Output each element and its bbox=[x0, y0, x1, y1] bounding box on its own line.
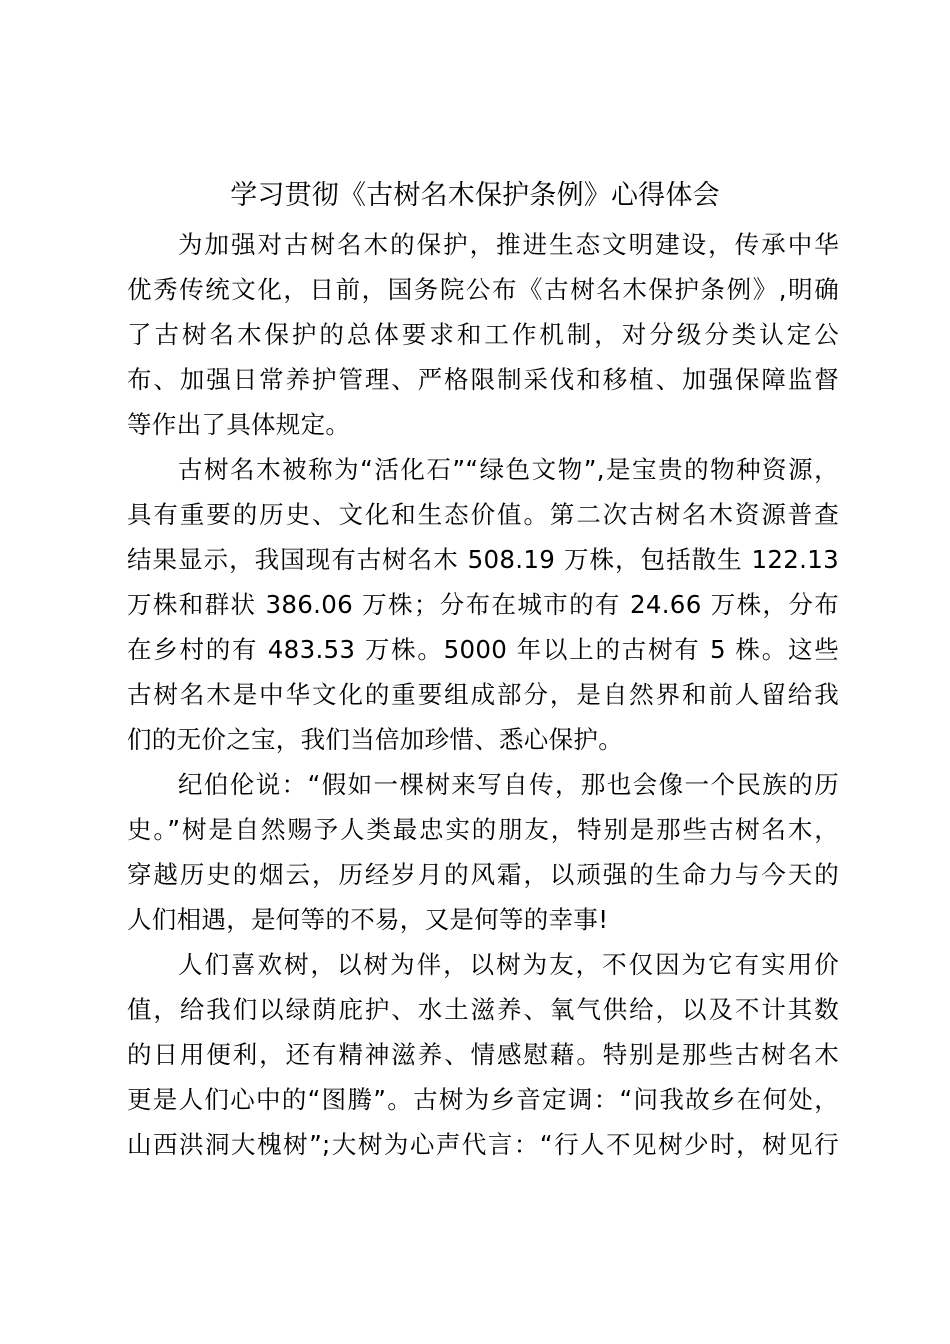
paragraph-line: 优秀传统文化，日前，国务院公布《古树名木保护条例》,明确 bbox=[127, 275, 839, 304]
paragraph-line: 为加强对古树名木的保护，推进生态文明建设，传承中华 bbox=[178, 230, 839, 259]
document-title: 学习贯彻《古树名木保护条例》心得体会 bbox=[230, 180, 720, 211]
paragraph-line: 万株和群状 386.06 万株；分布在城市的有 24.66 万株，分布 bbox=[127, 590, 839, 619]
paragraph-3 bbox=[127, 762, 839, 942]
paragraph-line: 结果显示，我国现有古树名木 508.19 万株，包括散生 122.13 bbox=[127, 545, 839, 574]
paragraph-line: 人们相遇，是何等的不易，又是何等的幸事! bbox=[127, 905, 609, 934]
paragraph-line: 更是人们心中的“图腾”。古树为乡音定调：“问我故乡在何处， bbox=[127, 1085, 839, 1114]
paragraph-line: 古树名木是中华文化的重要组成部分，是自然界和前人留给我 bbox=[127, 680, 839, 709]
paragraph-line: 在乡村的有 483.53 万株。5000 年以上的古树有 5 株。这些 bbox=[127, 635, 839, 664]
paragraph-line: 纪伯伦说：“假如一棵树来写自传，那也会像一个民族的历 bbox=[178, 770, 839, 799]
paragraph-line: 布、加强日常养护管理、严格限制采伐和移植、加强保障监督 bbox=[127, 365, 839, 394]
paragraph-1 bbox=[127, 222, 839, 447]
paragraph-line: 了古树名木保护的总体要求和工作机制，对分级分类认定公 bbox=[127, 320, 839, 349]
paragraph-4 bbox=[127, 942, 839, 1167]
paragraph-line: 的日用便利，还有精神滋养、情感慰藉。特别是那些古树名木 bbox=[127, 1040, 839, 1069]
paragraph-line: 古树名木被称为“活化石”“绿色文物”,是宝贵的物种资源， bbox=[178, 455, 839, 484]
paragraph-line: 具有重要的历史、文化和生态价值。第二次古树名木资源普查 bbox=[127, 500, 839, 529]
paragraph-line: 等作出了具体规定。 bbox=[127, 410, 351, 439]
document-body bbox=[127, 222, 839, 1167]
paragraph-line: 值，给我们以绿荫庇护、水土滋养、氧气供给，以及不计其数 bbox=[127, 995, 839, 1024]
paragraph-line: 们的无价之宝，我们当倍加珍惜、悉心保护。 bbox=[127, 725, 623, 754]
paragraph-line: 人们喜欢树，以树为伴，以树为友，不仅因为它有实用价 bbox=[178, 950, 839, 979]
paragraph-2 bbox=[127, 447, 839, 762]
paragraph-line: 穿越历史的烟云，历经岁月的风霜，以顽强的生命力与今天的 bbox=[127, 860, 839, 889]
paragraph-line: 史。”树是自然赐予人类最忠实的朋友，特别是那些古树名木， bbox=[127, 815, 839, 844]
paragraph-line: 山西洪洞大槐树”;大树为心声代言：“行人不见树少时，树见行 bbox=[127, 1130, 839, 1159]
